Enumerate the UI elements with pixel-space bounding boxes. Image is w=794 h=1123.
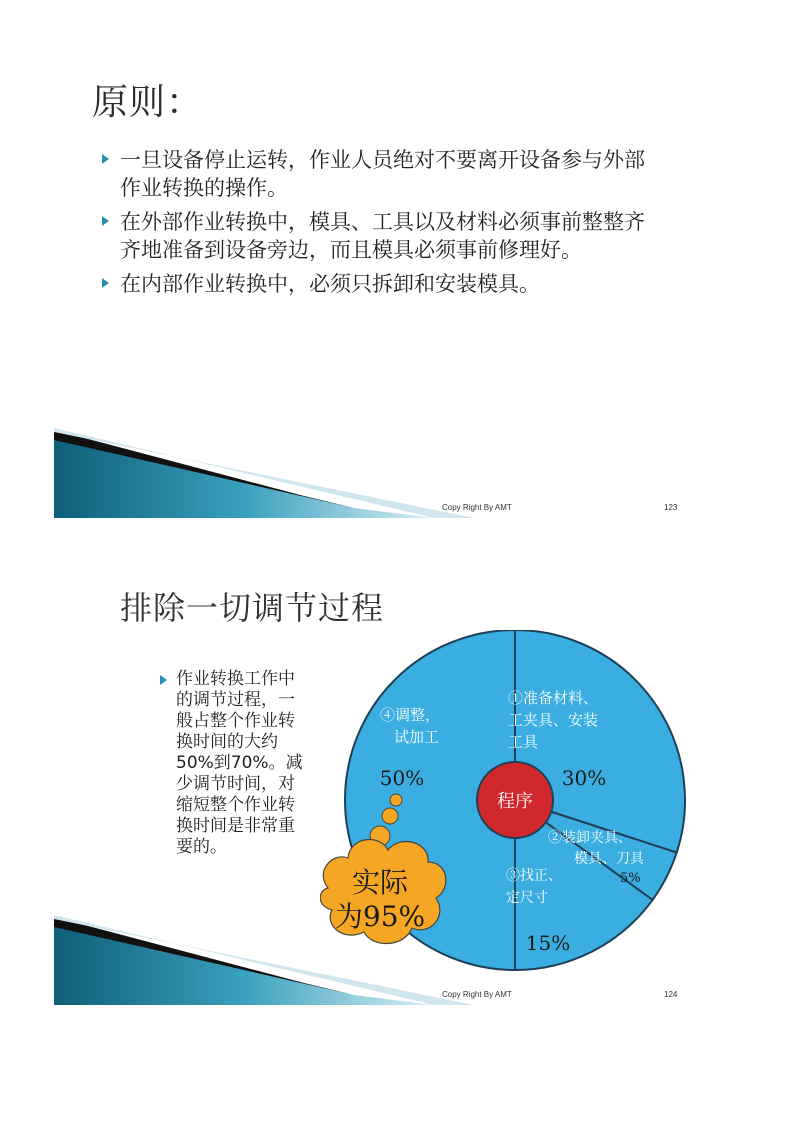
slice-label-1b: 工夹具、安装 xyxy=(508,711,599,729)
slide-124 xyxy=(54,525,694,1005)
center-label: 程序 xyxy=(497,791,533,812)
slice-label-4a: ④调整， xyxy=(380,706,441,724)
bullet-text: 一旦设备停止运转，作业人员绝对不要离开设备参与外部作业转换的操作。 xyxy=(120,148,645,200)
slice-label-2b: 模具、刀具 xyxy=(574,851,644,867)
slide-title: 原则： xyxy=(92,82,204,123)
slice-label-1a: ①准备材料、 xyxy=(508,689,599,707)
footer-swoosh xyxy=(54,428,694,518)
bullet-list xyxy=(102,146,662,304)
slice-value-2: 5% xyxy=(620,871,641,886)
bullet-text: 在外部作业转换中，模具、工具以及材料必须事前整整齐齐地准备到设备旁边，而且模具必须事前修理好。 xyxy=(120,210,645,262)
footer-copyright: Copy Right By AMT xyxy=(442,503,512,512)
slice-label-3a: ③找正、 xyxy=(506,868,562,884)
slice-value-3: 15% xyxy=(525,931,571,955)
callout-line2: 为95% xyxy=(334,900,426,933)
slide-123 xyxy=(54,38,694,518)
callout-line1: 实际 xyxy=(351,866,409,899)
slice-label-2a: ②装卸夹具、 xyxy=(548,830,632,846)
bullet-item xyxy=(102,270,662,298)
bullet-text: 在内部作业转换中，必须只拆卸和安装模具。 xyxy=(120,272,540,296)
bullet-arrow-icon xyxy=(102,154,109,164)
slide-title: 排除一切调节过程 xyxy=(120,589,385,627)
slice-label-4b: 试加工 xyxy=(394,728,440,746)
footer-page-number: 124 xyxy=(664,990,678,999)
slice-label-1c: 工具 xyxy=(508,733,539,751)
slice-value-1: 30% xyxy=(561,766,607,790)
footer-swoosh xyxy=(54,915,694,1005)
bullet-arrow-icon xyxy=(102,216,109,226)
slice-value-4: 50% xyxy=(379,766,425,790)
bullet-item xyxy=(160,669,306,858)
bullet-item xyxy=(102,146,662,202)
slice-label-3b: 定尺寸 xyxy=(506,890,548,906)
bullet-arrow-icon xyxy=(160,675,167,685)
bullet-text: 作业转换工作中的调节过程，一般占整个作业转换时间的大约50%到70%。减少调节时间，对缩短整个作业转换时间是非常重要的。 xyxy=(176,669,303,857)
footer-page-number: 123 xyxy=(664,503,678,512)
bullet-item xyxy=(102,208,662,264)
bullet-arrow-icon xyxy=(102,278,109,288)
footer-copyright: Copy Right By AMT xyxy=(442,990,512,999)
